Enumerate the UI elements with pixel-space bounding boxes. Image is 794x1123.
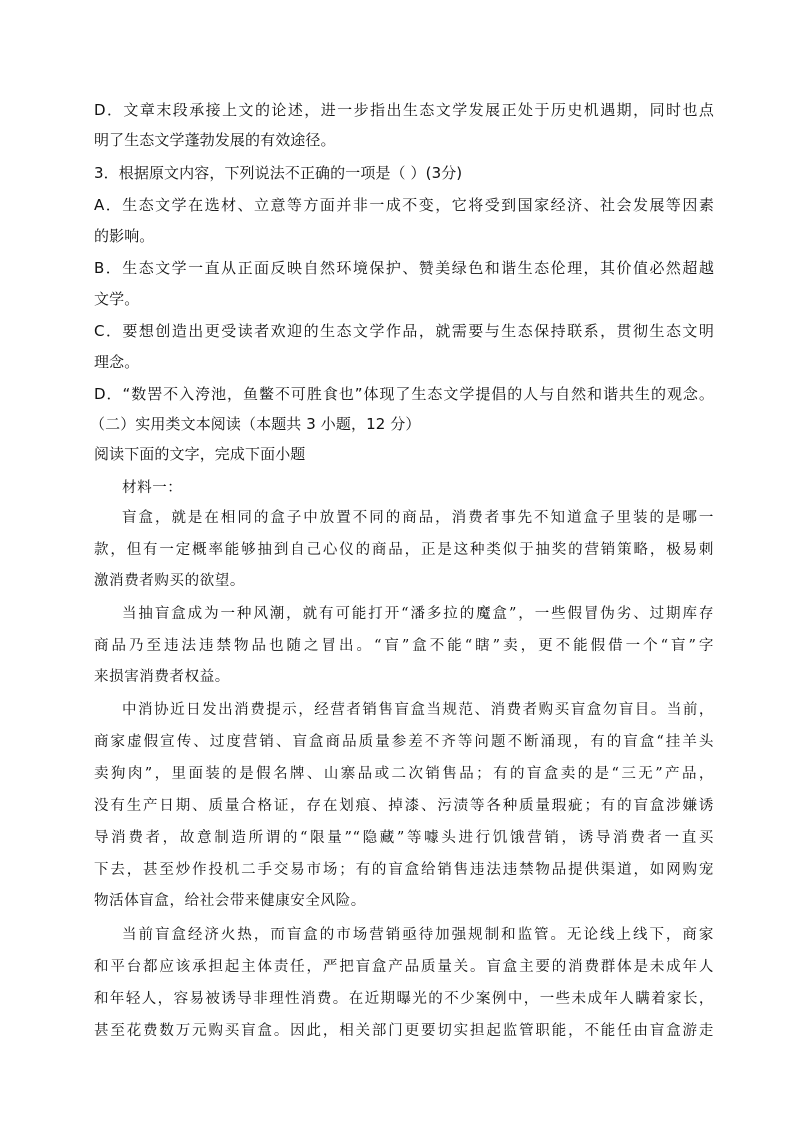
question-3-option-b-line-2: 文学。 [94,290,140,308]
question-3-option-c-line-1: C．要想创造出更受读者欢迎的生态文学作品，就需要与生态保持联系，贯彻生态文明 [94,322,714,340]
reading-instruction: 阅读下面的文字，完成下面小题 [94,445,306,463]
paragraph-1-line-3: 激消费者购买的欲望。 [94,573,245,589]
question-3-option-d: D．“数罟不入洿池，鱼鳖不可胜食也”体现了生态文学提倡的人与自然和谐共生的观念。 [94,385,714,403]
option-d-prev-line-1: D．文章末段承接上文的论述，进一步指出生态文学发展正处于历史机遇期，同时也点 [94,101,714,119]
paragraph-3-line-1: 中消协近日发出消费提示，经营者销售盲盒当规范、消费者购买盲盒勿盲目。当前， [122,702,714,718]
paragraph-4-line-4: 甚至花费数万元购买盲盒。因此，相关部门更要切实担起监管职能，不能任由盲盒游走 [94,1023,714,1039]
paragraph-2-line-2: 商品乃至违法违禁物品也随之冒出。“盲”盒不能“瞎”卖，更不能假借一个“盲”字 [94,638,714,654]
question-3-stem: 3．根据原文内容，下列说法不正确的一项是（ ）(3分) [94,164,463,182]
paragraph-3-line-3: 卖狗肉”，里面装的是假名牌、山寨品或二次销售品；有的盲盒卖的是“三无”产品， [94,766,714,782]
paragraph-2-line-3: 来损害消费者权益。 [94,669,230,685]
paragraph-1-line-1: 盲盒，就是在相同的盒子中放置不同的商品，消费者事先不知道盒子里装的是哪一 [122,510,714,526]
paragraph-4-line-1: 当前盲盒经济火热，而盲盒的市场营销亟待加强规制和监管。无论线上线下，商家 [122,927,714,943]
paragraph-3-line-5: 导消费者，故意制造所谓的“限量”“隐藏”等噱头进行饥饿营销，诱导消费者一直买 [94,830,714,846]
paragraph-2-line-1: 当抽盲盒成为一种风潮，就有可能打开“潘多拉的魔盒”，一些假冒伪劣、过期库存 [122,606,714,622]
material-label: 材料一： [122,480,183,496]
paragraph-3-line-7: 物活体盲盒，给社会带来健康安全风险。 [94,893,366,909]
question-3-option-c-line-2: 理念。 [94,353,140,371]
paragraph-4-line-2: 和平台都应该承担起主体责任，严把盲盒产品质量关。盲盒主要的消费群体是未成年人 [94,959,714,975]
question-3-option-b-line-1: B．生态文学一直从正面反映自然环境保护、赞美绿色和谐生态伦理，其价值必然超越 [94,259,714,277]
paragraph-3-line-6: 下去，甚至炒作投机二手交易市场；有的盲盒给销售违法违禁物品提供渠道，如网购宠 [94,862,714,878]
paragraph-4-line-3: 和年轻人，容易被诱导非理性消费。在近期曝光的不少案例中，一些未成年人瞒着家长， [94,991,714,1007]
paragraph-1-line-2: 款，但有一定概率能够抽到自己心仪的商品，正是这种类似于抽奖的营销策略，极易刺 [94,542,714,558]
paragraph-3-line-2: 商家虚假宣传、过度营销、盲盒商品质量参差不齐等问题不断涌现，有的盲盒“挂羊头 [94,734,714,750]
section-heading: （二）实用类文本阅读（本题共 3 小题，12 分） [90,415,421,433]
question-3-option-a-line-2: 的影响。 [94,227,155,245]
paragraph-3-line-4: 没有生产日期、质量合格证，存在划痕、掉漆、污渍等各种质量瑕疵；有的盲盒涉嫌诱 [94,798,714,814]
question-3-option-a-line-1: A．生态文学在选材、立意等方面并非一成不变，它将受到国家经济、社会发展等因素 [94,196,714,214]
option-d-prev-line-2: 明了生态文学蓬勃发展的有效途径。 [94,131,336,149]
